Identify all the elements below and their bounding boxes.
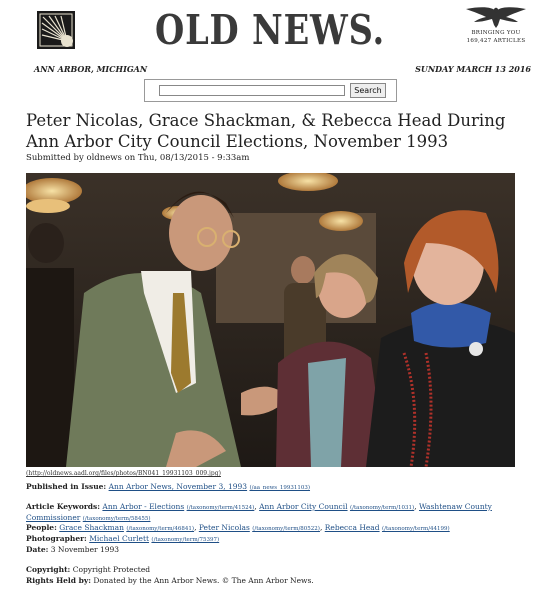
article-count-text: 169,427 ARTICLES: [466, 38, 526, 44]
published-row: [26, 482, 516, 493]
keyword-path[interactable]: (/taxonomy/term/1031): [349, 505, 415, 511]
published-issue-path[interactable]: (/aa_news_19931103): [249, 485, 311, 491]
keyword-link[interactable]: Ann Arbor City Council: [259, 502, 348, 511]
image-url-link[interactable]: (http://oldnews.aadl.org/files/photos/BN041_19931103_009.jpg): [26, 470, 221, 477]
article-title: Peter Nicolas, Grace Shackman, & Rebecca Head During Ann Arbor City Council Elections, November 1993: [26, 111, 506, 151]
person-link[interactable]: Rebecca Head: [324, 523, 380, 532]
people-label: People:: [26, 523, 57, 532]
rights-value: Donated by the Ann Arbor News. © The Ann Arbor News.: [93, 576, 314, 585]
published-issue-link[interactable]: Ann Arbor News, November 3, 1993: [108, 482, 248, 491]
rights-label: Rights Held by:: [26, 576, 92, 585]
person-path[interactable]: (/taxonomy/term/44199): [381, 526, 450, 532]
date-value: 3 November 1993: [50, 545, 120, 554]
keywords-row: Article Keywords: Ann Arbor - Elections (/taxonomy/term/41524), Ann Arbor City Council (/taxonomy/term/1031), Washtenaw County Commissioner (/taxonomy/term/58455): [26, 502, 492, 522]
date-label: Date:: [26, 545, 49, 554]
article-photo[interactable]: [26, 173, 515, 467]
date-row: [26, 545, 516, 555]
copyright-label: Copyright:: [26, 565, 71, 574]
people-row: People: Grace Shackman (/taxonomy/term/46841), Peter Nicolas (/taxonomy/term/80522), Rebecca Head (/taxonomy/term/44199): [26, 523, 450, 532]
submitted-by: Submitted by oldnews on Thu, 08/13/2015 - 9:33am: [26, 153, 250, 163]
published-label: Published in Issue:: [26, 482, 107, 491]
keyword-link[interactable]: Washtenaw County Commissioner: [26, 502, 492, 522]
person-link[interactable]: Peter Nicolas: [198, 523, 250, 532]
article-counter: [462, 5, 530, 45]
eagle-icon: [464, 5, 528, 29]
keyword-path[interactable]: (/taxonomy/term/58455): [82, 516, 151, 522]
location-text: ANN ARBOR, MICHIGAN: [34, 64, 148, 74]
photographer-label: Photographer:: [26, 534, 87, 543]
keyword-link[interactable]: Ann Arbor - Elections: [102, 502, 185, 511]
keywords-label: Article Keywords:: [26, 502, 101, 511]
copyright-row: [26, 565, 516, 575]
person-link[interactable]: Grace Shackman: [59, 523, 124, 532]
photographer-path[interactable]: (/taxonomy/term/75397): [151, 537, 220, 543]
keyword-path[interactable]: (/taxonomy/term/41524): [186, 505, 255, 511]
bringing-you-text: BRINGING YOU: [471, 30, 521, 36]
copyright-value: Copyright Protected: [72, 565, 151, 574]
date-text: SUNDAY MARCH 13 2016: [415, 64, 531, 74]
rights-row: [26, 576, 516, 586]
photographer-row: [26, 534, 516, 545]
search-form: [144, 79, 397, 102]
masthead-title[interactable]: OLD NEWS.: [154, 6, 386, 54]
person-path[interactable]: (/taxonomy/term/80522): [252, 526, 320, 532]
search-input[interactable]: [159, 85, 345, 96]
search-button[interactable]: Search: [350, 83, 386, 98]
person-path[interactable]: (/taxonomy/term/46841): [126, 526, 195, 532]
photographer-link[interactable]: Michael Curlett: [89, 534, 150, 543]
